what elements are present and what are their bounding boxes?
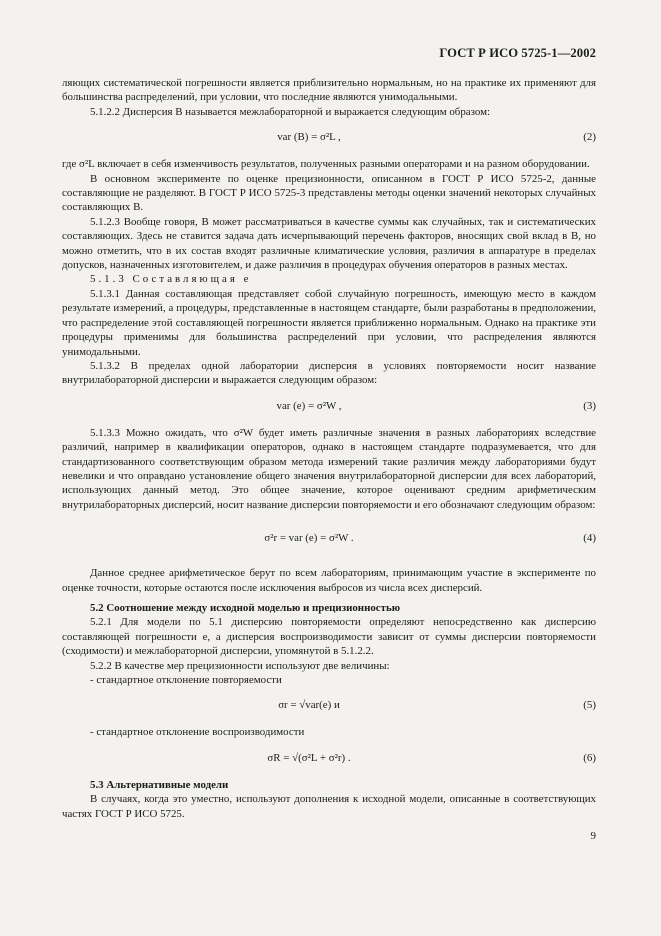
paragraph: Данное среднее арифметическое берут по всем лабораториям, принимающим участие в эксперименте по оценке точности, которые остаются после исключения выбросов из числа всех дисперсий.	[62, 567, 596, 594]
section-heading: 5.2 Соотношение между исходной моделью и прецизионностью	[90, 601, 401, 614]
formula-2	[62, 125, 596, 149]
formula-expression: var (B) = σ²L ,	[277, 131, 341, 144]
formula-number: (6)	[583, 751, 596, 764]
formula-expression: var (e) = σ²W ,	[276, 399, 342, 412]
formula-3	[62, 394, 596, 418]
paragraph: В случаях, когда это уместно, используют дополнения к исходной модели, описанные в соответствующих частях ГОСТ Р ИСО 5725.	[62, 793, 596, 820]
paragraph: 5.1.3.2 В пределах одной лаборатории дисперсия в условиях повторяемости носит название внутрилабораторной дисперсии и выражается следующим образом:	[62, 359, 596, 387]
formula-5	[62, 693, 596, 717]
paragraph: 5.1.2.2 Дисперсия B называется межлабораторной и выражается следующим образом:	[90, 105, 490, 118]
formula-expression: σr = √var(e) и	[278, 699, 340, 712]
formula-4	[62, 526, 596, 550]
paragraph: 5.2.1 Для модели по 5.1 дисперсию повторяемости определяют непосредственно как дисперсию составляющей погрешности e, а дисперсия воспроизводимости зависит от суммы дисперсии повторяемости (сходимости) и межлабораторной дисперсии, упомянутой в 5.1.2.2.	[62, 616, 596, 658]
paragraph: - стандартное отклонение повторяемости	[90, 674, 282, 686]
formula-expression: σ²r = var (e) = σ²W .	[264, 532, 354, 545]
paragraph: где σ²L включает в себя изменчивость результатов, полученных разными операторами и на разном оборудовании.	[62, 158, 590, 171]
paragraph: 5.1.3.3 Можно ожидать, что σ²W будет иметь различные значения в разных лабораториях вследствие различий, например в квалификации операторов, однако в настоящем стандарте подразумевается, что для стандартизованного соответствующим образом метода измерений такие различия между лабораториями будут невелики и что оправдано установление общего значения внутрилабораторной дисперсии для всех лабораторий, использующих данный метод. Это общее значение, которое оценивают средним арифметическим внутрилабораторных дисперсий, носит название дисперсии повторяемости и его обозначают следующим образом:	[62, 426, 596, 511]
document-body	[62, 76, 596, 821]
formula-number: (5)	[583, 699, 596, 712]
formula-6	[62, 746, 596, 770]
paragraph: 5.2.2 В качестве мер прецизионности используют две величины:	[90, 659, 390, 672]
formula-number: (2)	[583, 131, 596, 144]
formula-number: (4)	[583, 532, 596, 545]
page-number: 9	[590, 830, 596, 842]
formula-expression: σR = √(σ²L + σ²r) .	[267, 751, 351, 764]
subsection-heading: 5.1.3 Составляющая e	[90, 273, 252, 286]
paragraph: ляющих систематической погрешности является приблизительно нормальным, но на практике их применяют для большинства распределений, при условии, что последние являются унимодальными.	[62, 77, 596, 104]
paragraph: - стандартное отклонение воспроизводимости	[90, 726, 305, 739]
paragraph: В основном эксперименте по оценке прецизионности, описанном в ГОСТ Р ИСО 5725-2, данные составляющие не разделяют. В ГОСТ Р ИСО 5725-3 представлены методы оценки значений некоторых случайных составляющих B.	[62, 172, 596, 214]
section-heading: 5.3 Альтернативные модели	[90, 778, 229, 791]
paragraph: 5.1.2.3 Вообще говоря, B может рассматриваться в качестве суммы как случайных, так и систематических составляющих. Здесь не ставится задача дать исчерпывающий перечень факторов, вносящих свой вклад в B, но можно отметить, что в их состав входят различные климатические условия, различия в аппаратуре в пределах допусков, назначенных изготовителем, и даже различия в процедурах обучения операторов в разных местах.	[62, 215, 596, 272]
document-header: ГОСТ Р ИСО 5725-1—2002	[439, 46, 596, 60]
paragraph: 5.1.3.1 Данная составляющая представляет собой случайную погрешность, имеющую место в каждом результате измерений, а процедуры, представленные в настоящем стандарте, были разработаны в предположении, что распределение этой составляющей погрешности является приближенно нормальным. Однако на практике эти процедуры применимы для большинства распределений при условии, что распределения являются унимодальными.	[62, 287, 596, 358]
formula-number: (3)	[583, 399, 596, 412]
